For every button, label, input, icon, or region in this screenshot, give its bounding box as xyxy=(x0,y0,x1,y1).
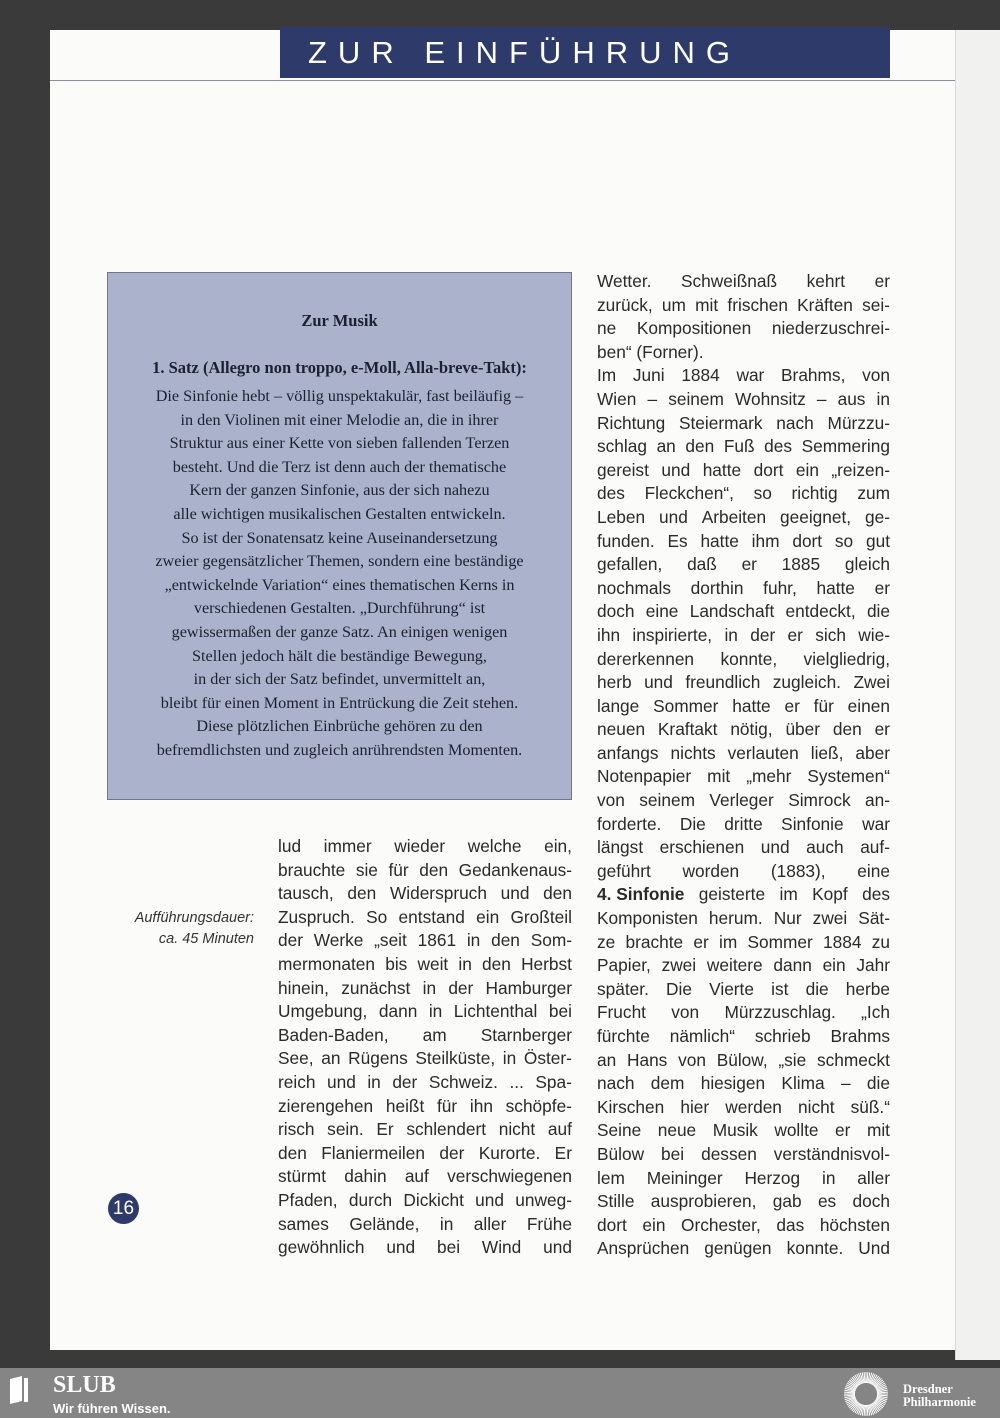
text-line: nach dem hiesigen Klima – die xyxy=(597,1073,890,1094)
section-header: ZUR EINFÜHRUNG xyxy=(280,27,890,78)
text-line: Stille ausprobieren, gab es doch xyxy=(597,1191,890,1212)
text-line: Seine neue Musik wollte er mit xyxy=(597,1120,890,1141)
text-line: Notenpapier mit „mehr Systemen“ xyxy=(597,766,890,787)
text-line: gereist und hatte dort ein „reizen- xyxy=(597,459,890,480)
performance-duration xyxy=(100,908,254,950)
box-text-line: in den Violinen mit einer Melodie an, die in ihrer xyxy=(180,410,499,429)
text-line: der Werke „seit 1861 in den Som- xyxy=(278,930,572,951)
box-subtitle: 1. Satz (Allegro non troppo, e-Moll, Alla-breve-Takt): xyxy=(152,358,527,377)
text-line: neuen Kraftakt nötig, über den er xyxy=(597,719,890,740)
box-text-line: Die Sinfonie hebt – völlig unspektakulär, fast beiläufig – xyxy=(155,387,524,405)
text-line: später. Die Vierte ist die herbe xyxy=(597,978,890,999)
box-text-line: gewissermaßen der ganze Satz. An einigen wenigen xyxy=(171,622,508,641)
text-line: mermonaten bis weit in den Herbst xyxy=(278,953,572,974)
text-line: Richtung Steiermark nach Mürzzu- xyxy=(597,412,890,433)
philharmonie-logo-icon xyxy=(842,1370,890,1418)
text-line: ihn inspirierte, in der er sich wie- xyxy=(597,624,890,645)
text-line: tausch, den Widerspruch und den xyxy=(278,883,572,904)
text-line: lud immer wieder welche ein, xyxy=(278,836,572,856)
duration-value: ca. 45 Minuten xyxy=(158,931,254,947)
music-info-box xyxy=(107,272,572,800)
text-line: lem Meininger Herzog in aller xyxy=(597,1167,890,1188)
text-line: Baden-Baden, am Starnberger xyxy=(278,1024,572,1045)
partner-logo-text[interactable]: Dresdner Philharmonie xyxy=(903,1382,976,1409)
box-text-line: Stellen jedoch hält die beständige Bewegung, xyxy=(192,646,487,665)
text-line: Zuspruch. So entstand ein Großteil xyxy=(278,906,572,927)
box-text-line: befremdlichsten und zugleich anrührendsten Momenten. xyxy=(156,740,523,759)
box-text-line: verschiedenen Gestalten. „Durchführung“ ist xyxy=(193,599,486,618)
text-line: den Flaniermeilen der Kurorte. Er xyxy=(278,1142,572,1163)
text-line: gewöhnlich und bei Wind und xyxy=(278,1237,572,1258)
text-line: Wetter. Schweißnaß kehrt er xyxy=(597,271,890,291)
text-line: schlag an den Fuß des Semmering xyxy=(597,436,890,457)
text-line: hinein, zunächst in der Hamburger xyxy=(278,977,572,998)
text-line: gefallen, daß er 1885 gleich xyxy=(597,554,890,575)
header-rule xyxy=(50,80,955,81)
right-text-column xyxy=(597,270,890,1261)
text-line: lange Sommer hatte er für einen xyxy=(597,695,890,716)
box-text-line: So ist der Sonatensatz keine Auseinandersetzung xyxy=(181,528,498,547)
text-line: Pfaden, durch Dickicht und unweg- xyxy=(278,1189,572,1210)
text-line: Umgebung, dann in Lichtenthal bei xyxy=(278,1001,572,1022)
text-line: doch eine Landschaft entdeckt, die xyxy=(597,601,890,622)
text-line: dererkennen konnte, vielgliedrig, xyxy=(597,648,890,669)
text-line: Frucht von Mürzzuschlag. „Ich xyxy=(597,1002,890,1023)
text-line: an Hans von Bülow, „sie schmeckt xyxy=(597,1049,890,1070)
box-text-line: bleibt für einen Moment in Entrückung die Zeit stehen. xyxy=(160,693,519,712)
text-line: zierengehen heißt für ihn schöpfe- xyxy=(278,1095,572,1116)
text-line: ben“ (Forner). xyxy=(597,341,704,362)
text-line: ne Kompositionen niederzuschrei- xyxy=(597,318,890,339)
text-line: brauchte sie für den Gedankenaus- xyxy=(278,859,572,880)
text-line: 4. Sinfonie geisterte im Kopf des xyxy=(597,884,890,905)
box-text-line: „entwickelnde Variation“ eines thematischen Kerns in xyxy=(164,575,515,594)
box-text-line: Diese plötzlichen Einbrüche gehören zu den xyxy=(196,717,483,736)
box-title: Zur Musik xyxy=(301,311,378,330)
text-line: forderte. Die dritte Sinfonie war xyxy=(597,813,890,834)
text-line: längst erschienen und auch auf- xyxy=(597,837,890,858)
slub-book-icon xyxy=(8,1376,30,1404)
text-line: herb und freundlich zugleich. Zwei xyxy=(597,672,890,693)
adjacent-page-edge xyxy=(955,30,1000,1360)
text-line: Bülow bei dessen verständnisvol- xyxy=(597,1143,890,1164)
text-line: ze brachte er im Sommer 1884 zu xyxy=(597,931,890,952)
text-line: Ansprüchen genügen konnte. Und xyxy=(597,1238,890,1259)
slub-tagline: Wir führen Wissen. xyxy=(53,1401,171,1416)
text-line: von seinem Verleger Simrock an- xyxy=(597,790,890,811)
text-line: Papier, zwei weitere dann ein Jahr xyxy=(597,955,890,976)
text-line: stürmt dahin auf verschwiegenen xyxy=(278,1166,572,1187)
page-number: 16 xyxy=(108,1193,139,1224)
text-line: dort ein Orchester, das höchsten xyxy=(597,1214,890,1235)
text-line: zurück, um mit frischen Kräften sei- xyxy=(597,294,890,315)
text-line: reich und in der Schweiz. ... Spa- xyxy=(278,1071,572,1092)
text-line: des Fleckchen“, so richtig zum xyxy=(597,483,890,504)
text-line: fürchte nämlich“ schrieb Brahms xyxy=(597,1026,890,1046)
duration-label: Aufführungsdauer: xyxy=(134,910,254,926)
text-line: geführt worden (1883), eine xyxy=(597,860,890,881)
box-text-line: besteht. Und die Terz ist denn auch der thematische xyxy=(172,457,507,476)
box-text-line: alle wichtigen musikalischen Gestalten entwickeln. xyxy=(173,504,506,523)
footer-bar xyxy=(0,1368,1000,1418)
text-line: Komponisten herum. Nur zwei Sät- xyxy=(597,908,890,929)
text-line: funden. Es hatte ihm dort so gut xyxy=(597,530,890,551)
text-line: Leben und Arbeiten geeignet, ge- xyxy=(597,506,890,527)
text-line: See, an Rügens Steilküste, in Öster- xyxy=(278,1048,572,1069)
box-text-line: Struktur aus einer Kette von sieben fallenden Terzen xyxy=(169,434,510,453)
text-line: Im Juni 1884 war Brahms, von xyxy=(597,365,890,386)
text-line: nochmals dorthin fuhr, hatte er xyxy=(597,577,890,598)
left-text-column xyxy=(278,835,572,1260)
text-line: anfangs nichts verlauten ließ, aber xyxy=(597,742,890,763)
slub-logo[interactable]: SLUB xyxy=(53,1372,116,1398)
text-line: risch sein. Er schlendert nicht auf xyxy=(278,1119,572,1140)
box-text-line: in der sich der Satz befindet, unvermittelt an, xyxy=(193,670,486,689)
text-line: Wien – seinem Wohnsitz – aus in xyxy=(597,388,890,409)
text-line: sames Gelände, in aller Frühe xyxy=(278,1213,572,1234)
box-text-line: Kern der ganzen Sinfonie, aus der sich nahezu xyxy=(189,481,490,500)
box-text-line: zweier gegensätzlicher Themen, sondern eine beständige xyxy=(155,552,524,571)
box-text xyxy=(108,385,571,763)
text-line: Kirschen hier werden nicht süß.“ xyxy=(597,1096,890,1117)
